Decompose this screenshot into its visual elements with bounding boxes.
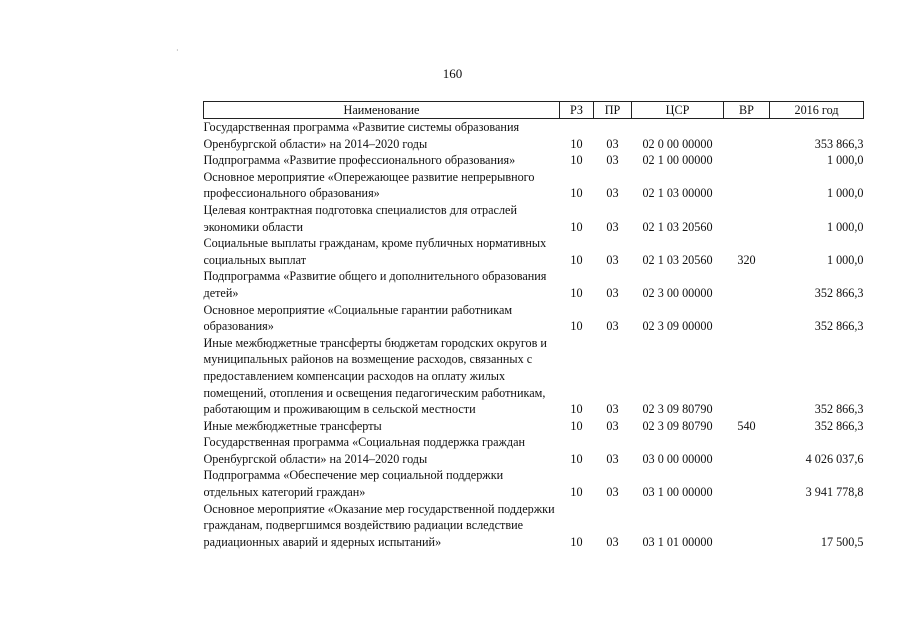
row-vr — [724, 467, 770, 500]
row-csr: 02 3 09 80790 — [642, 402, 713, 417]
row-vr — [724, 202, 770, 235]
table-header-row — [204, 102, 864, 119]
header-name: Наименование — [204, 102, 560, 119]
row-amount: 1 000,0 — [826, 153, 864, 168]
row-amount: 352 866,3 — [814, 285, 864, 300]
row-pr: 03 — [606, 534, 619, 549]
row-amount: 1 000,0 — [826, 252, 864, 267]
row-pr: 03 — [606, 319, 619, 334]
table-row — [204, 119, 864, 153]
row-csr: 03 1 00 00000 — [642, 485, 713, 500]
row-amount: 4 026 037,6 — [805, 451, 864, 466]
row-vr — [724, 335, 770, 418]
row-csr: 02 1 03 20560 — [642, 252, 713, 267]
table-row — [204, 268, 864, 301]
row-pr: 03 — [606, 285, 619, 300]
row-name: Социальные выплаты гражданам, кроме публичных нормативных социальных выплат — [203, 236, 547, 267]
table-row — [204, 202, 864, 235]
table-row — [204, 418, 864, 435]
header-year: 2016 год — [770, 102, 864, 119]
table-row — [204, 501, 864, 551]
row-name: Государственная программа «Развитие системы образования Оренбургской области» на 2014–2020 годы — [203, 120, 520, 151]
row-csr: 02 3 09 80790 — [642, 418, 713, 433]
row-name: Государственная программа «Социальная поддержка граждан Оренбургской области» на 2014–2020 годы — [203, 435, 526, 466]
budget-table-wrapper — [203, 101, 863, 550]
row-amount: 352 866,3 — [814, 402, 864, 417]
row-csr: 02 1 03 20560 — [642, 219, 713, 234]
row-pr: 03 — [606, 136, 619, 151]
page-number: 160 — [442, 66, 463, 81]
row-vr — [724, 152, 770, 169]
row-csr: 02 3 00 00000 — [642, 285, 713, 300]
table-row — [204, 169, 864, 202]
row-vr — [724, 119, 770, 153]
row-csr: 02 0 00 00000 — [642, 136, 713, 151]
row-vr — [724, 268, 770, 301]
row-vr: 320 — [737, 252, 756, 267]
row-pr: 03 — [606, 153, 619, 168]
row-amount: 17 500,5 — [820, 534, 864, 549]
row-name: Основное мероприятие «Опережающее развитие непрерывного профессионального образования» — [203, 169, 535, 201]
row-csr: 02 3 09 00000 — [642, 319, 713, 334]
table-row — [204, 467, 864, 500]
row-csr: 02 1 00 00000 — [642, 153, 713, 168]
row-pr: 03 — [606, 219, 619, 234]
row-csr: 02 1 03 00000 — [642, 186, 713, 201]
table-body — [204, 119, 864, 551]
row-rz: 10 — [570, 319, 583, 334]
row-rz: 10 — [570, 136, 583, 151]
row-amount: 3 941 778,8 — [805, 485, 864, 500]
row-rz: 10 — [570, 252, 583, 267]
row-name: Основное мероприятие «Социальные гарантии работникам образования» — [203, 302, 513, 334]
row-csr: 03 0 00 00000 — [642, 451, 713, 466]
row-amount: 353 866,3 — [814, 136, 864, 151]
row-pr: 03 — [606, 186, 619, 201]
row-name: Подпрограмма «Развитие общего и дополнительного образования детей» — [203, 269, 547, 300]
row-pr: 03 — [606, 402, 619, 417]
row-name: Подпрограмма «Обеспечение мер социальной поддержки отдельных категорий граждан» — [203, 468, 504, 500]
header-csr: ЦСР — [632, 102, 724, 119]
row-amount: 352 866,3 — [814, 319, 864, 334]
row-amount: 1 000,0 — [826, 219, 864, 234]
table-row — [204, 434, 864, 467]
row-amount: 1 000,0 — [826, 186, 864, 201]
row-name: Иные межбюджетные трансферты бюджетам городских округов и муниципальных районов на возмещение расходов, связанных с предоставлением компенсации расходов на оплату жилых помещений, отопления и освещения педагогическим работникам, работающим и проживающим в сельской местности — [203, 335, 547, 417]
row-pr: 03 — [606, 451, 619, 466]
row-rz: 10 — [570, 153, 583, 168]
row-rz: 10 — [570, 485, 583, 500]
header-vr: ВР — [724, 102, 770, 119]
row-csr: 03 1 01 00000 — [642, 534, 713, 549]
row-amount: 352 866,3 — [814, 418, 864, 433]
row-rz: 10 — [570, 186, 583, 201]
row-rz: 10 — [570, 402, 583, 417]
row-vr — [724, 169, 770, 202]
table-row — [204, 335, 864, 418]
row-rz: 10 — [570, 418, 583, 433]
row-rz: 10 — [570, 219, 583, 234]
table-row — [204, 302, 864, 335]
row-name: Иные межбюджетные трансферты — [203, 418, 382, 433]
row-vr — [724, 501, 770, 551]
row-pr: 03 — [606, 252, 619, 267]
row-vr — [724, 434, 770, 467]
header-pr: ПР — [594, 102, 632, 119]
row-rz: 10 — [570, 534, 583, 549]
table-row — [204, 235, 864, 268]
budget-table — [203, 101, 864, 550]
row-pr: 03 — [606, 418, 619, 433]
row-rz: 10 — [570, 451, 583, 466]
row-name: Целевая контрактная подготовка специалистов для отраслей экономики области — [203, 202, 517, 234]
header-rz: РЗ — [560, 102, 594, 119]
table-row — [204, 152, 864, 169]
row-name: Основное мероприятие «Оказание мер государственной поддержки гражданам, подвергшимся воздействию радиации вследствие радиационных аварий и ядерных испытаний» — [203, 501, 555, 549]
row-name: Подпрограмма «Развитие профессионального образования» — [203, 153, 516, 168]
row-vr — [724, 302, 770, 335]
scan-mark: · — [176, 46, 179, 55]
row-rz: 10 — [570, 285, 583, 300]
row-vr: 540 — [737, 418, 756, 433]
row-pr: 03 — [606, 485, 619, 500]
